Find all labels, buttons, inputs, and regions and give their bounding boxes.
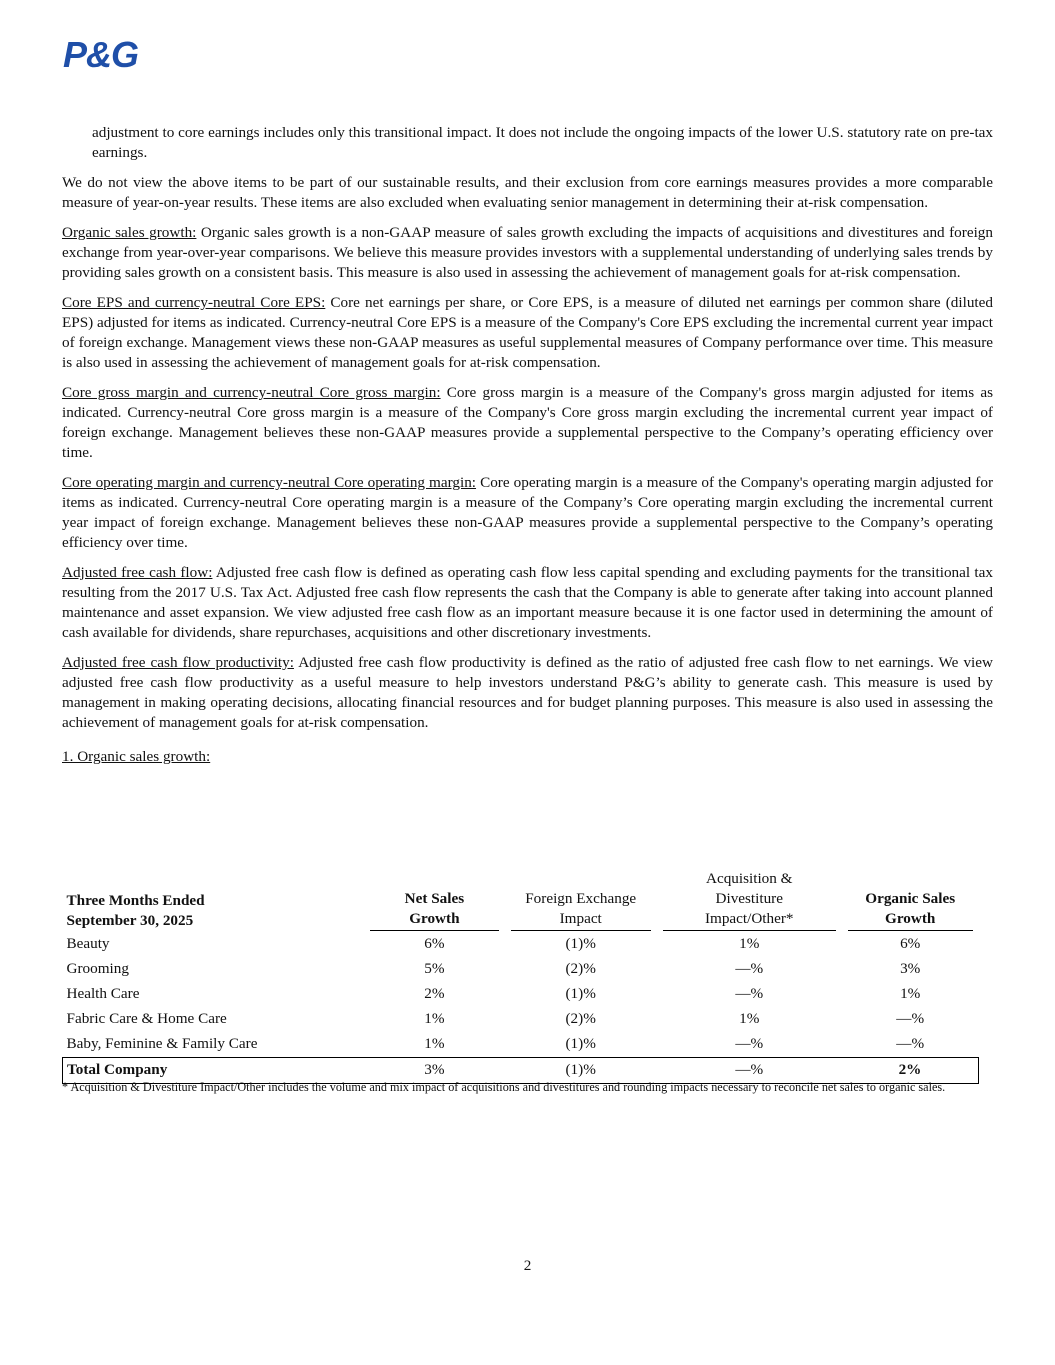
total-acq: —% [657,1058,842,1084]
cell-net-sales: 6% [424,935,445,952]
table-row [63,1007,979,1032]
cell-organic: 3% [900,960,921,977]
header-period-line2: September 30, 2025 [66,912,194,929]
paragraph-sustainable-results: We do not view the above items to be part of our sustainable results, and their exclusion from core earnings measures provides a more comparable measure of year-on-year results. These items are also excluded when evaluating senior management in determining their at-risk compensation. [62,174,993,211]
header-fx-text [511,889,651,931]
header-organic-sales-growth [842,869,979,932]
row-label: Grooming [66,960,129,977]
table-footnote: * Acquisition & Divestiture Impact/Other includes the volume and mix impact of acquisitions and divestitures and rounding impacts necessary to reconcile net sales to organic sales. [62,1080,946,1094]
header-period-line1: Three Months Ended [66,892,205,909]
cell-net-sales: 2% [424,985,445,1002]
definition-text: Core operating margin is a measure of the Company's operating margin adjusted for items as indicated. Currency-neutral Core operating margin is a measure of the Company’s Core operating margin excluding the incremental current year impact of foreign exchange. Management believes these non-GAAP measures provide a supplemental perspective to the Company’s operating efficiency over time. [62,474,993,551]
term-core-gross-margin: Core gross margin and currency-neutral Core gross margin: [62,384,441,401]
row-label: Fabric Care & Home Care [66,1010,227,1027]
cell-organic: —% [896,1035,925,1052]
cell-organic: —% [896,1010,925,1027]
header-line: Growth [409,910,460,927]
cell-net-sales: 5% [424,960,445,977]
cell-acq: 1% [739,935,760,952]
cell-net-sales: 1% [424,1010,445,1027]
header-line: Acquisition & [706,870,793,887]
cell-organic: 1% [900,985,921,1002]
paragraph-tax-adjustment: adjustment to core earnings includes only this transitional impact. It does not include the ongoing impacts of the lower U.S. statutory rate on pre-tax earnings. [92,124,993,161]
header-line: Impact/Other* [704,910,794,927]
definition-text: Adjusted free cash flow productivity is defined as the ratio of adjusted free cash flow to net earnings. We view adjusted free cash flow productivity as a useful measure to help investors understand P&G’s ability to generate cash. This measure is used by management in making operating decisions, allocating financial resources and for budget planning purposes. This measure is also used in assessing the achievement of management goals for at-risk compensation. [62,654,993,731]
cell-fx: (2)% [565,960,596,977]
header-line: Divestiture [715,890,783,907]
table-header-row [63,869,979,932]
term-core-eps: Core EPS and currency-neutral Core EPS: [62,294,326,311]
definition-text: Adjusted free cash flow is defined as operating cash flow less capital spending and excluding payments for the transitional tax resulting from the 2017 U.S. Tax Act. Adjusted free cash flow represents the cash that the Company is able to generate after taking into account planned maintenance and asset expansion. We view adjusted free cash flow as an important measure because it is one factor used in determining the amount of cash available for dividends, share repurchases, acquisitions and other discretionary investments. [62,564,993,641]
header-line: Net Sales [404,890,465,907]
cell-fx: (1)% [565,935,596,952]
paragraph-core-operating-margin [62,473,993,553]
paragraph-core-eps [62,293,993,373]
cell-organic: 6% [900,935,921,952]
cell-fx: (1)% [565,1035,596,1052]
total-label: Total Company [63,1058,364,1084]
header-acquisition-impact [657,869,842,932]
term-adjusted-fcf-productivity: Adjusted free cash flow productivity: [62,654,294,671]
header-fx-impact [505,869,657,932]
cell-acq: —% [735,1035,764,1052]
paragraph-organic-sales-growth [62,223,993,283]
term-organic-sales-growth: Organic sales growth: [62,224,197,241]
row-label: Beauty [66,935,110,952]
header-period [63,869,364,932]
header-organic-text [848,889,973,931]
paragraph-adjusted-free-cash-flow [62,563,993,643]
row-label: Baby, Feminine & Family Care [66,1035,258,1052]
document-body [62,123,993,767]
header-line: Foreign Exchange [525,890,637,907]
definition-text: Core net earnings per share, or Core EPS, is a measure of diluted net earnings per common share (diluted EPS) adjusted for items as indicated. Currency-neutral Core EPS is a measure of the Company's Core EPS excluding the incremental current year impact of foreign exchange. Management views these non-GAAP measures as useful supplemental measures of Company performance over time. This measure is also used in assessing the achievement of management goals for at-risk compensation. [62,294,993,371]
cell-fx: (1)% [565,985,596,1002]
definition-text: Organic sales growth is a non-GAAP measure of sales growth excluding the impacts of acquisitions and divestitures and foreign exchange from year-over-year comparisons. We believe this measure provides investors with a supplemental understanding of underlying sales trends by providing sales growth on a consistent basis. This measure is also used in assessing the achievement of management goals for at-risk compensation. [62,224,993,281]
header-acq-text [663,869,836,931]
row-label: Health Care [66,985,140,1002]
term-adjusted-free-cash-flow: Adjusted free cash flow: [62,564,213,581]
paragraph-adjusted-fcf-productivity [62,653,993,733]
table-row [63,982,979,1007]
table-row [63,1032,979,1058]
total-organic: 2% [842,1058,979,1084]
table-row [63,957,979,982]
cell-acq: —% [735,960,764,977]
total-net-sales: 3% [364,1058,505,1084]
cell-fx: (2)% [565,1010,596,1027]
table-row [63,932,979,957]
term-core-operating-margin: Core operating margin and currency-neutral Core operating margin: [62,474,477,491]
page-number: 2 [523,1257,532,1274]
header-line: Growth [885,910,936,927]
cell-acq: —% [735,985,764,1002]
cell-acq: 1% [739,1010,760,1027]
header-line: Organic Sales [865,890,956,907]
header-net-sales-growth [364,869,505,932]
header-line: Impact [559,910,602,927]
pg-logo: P&G [63,34,139,75]
total-fx: (1)% [505,1058,657,1084]
definition-text: Core gross margin is a measure of the Company's gross margin adjusted for items as indicated. Currency-neutral Core gross margin is a measure of the Company's Core gross margin excluding the incremental current year impact of foreign exchange. Management believes these non-GAAP measures provide a supplemental perspective to the Company’s operating efficiency over time. [62,384,994,461]
paragraph-core-gross-margin [62,383,993,463]
organic-sales-table [62,869,979,1084]
cell-net-sales: 1% [424,1035,445,1052]
header-net-sales-text [370,889,499,931]
section-title-organic-sales: 1. Organic sales growth: [62,748,211,765]
